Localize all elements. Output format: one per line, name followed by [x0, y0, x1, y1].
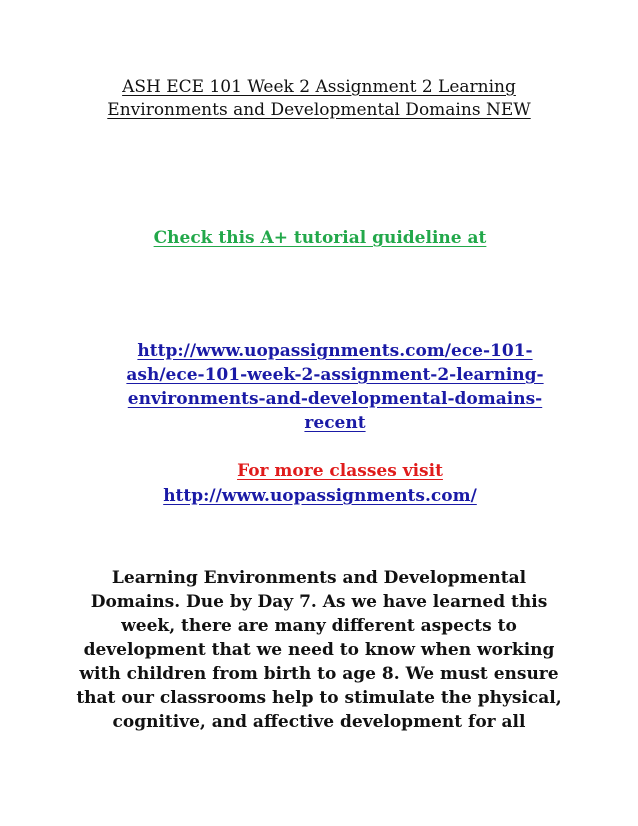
body-line-6: that our classrooms help to stimulate the physical,	[76, 688, 562, 708]
body-line-5: with children from birth to age 8. We must ensure	[79, 664, 559, 684]
body-line-3: week, there are many different aspects to	[121, 616, 517, 636]
document-title	[40, 76, 598, 122]
tutorial-link-line-1[interactable]: http://www.uopassignments.com/ece-101-	[137, 341, 533, 361]
tutorial-link-line-3[interactable]: environments-and-developmental-domains-	[127, 389, 543, 409]
tutorial-link-line-2[interactable]: ash/ece-101-week-2-assignment-2-learning-	[126, 365, 544, 385]
title-line-2: Environments and Developmental Domains NEW	[107, 100, 531, 120]
body-line-1: Learning Environments and Developmental	[111, 568, 527, 588]
body-line-4: development that we need to know when working	[83, 640, 555, 660]
title-line-1: ASH ECE 101 Week 2 Assignment 2 Learning	[122, 77, 516, 97]
more-classes-text[interactable]: For more classes visit	[237, 461, 443, 481]
home-link[interactable]: http://www.uopassignments.com/	[163, 486, 477, 506]
body-paragraph	[60, 566, 578, 734]
tutorial-link-line-4[interactable]: recent	[304, 413, 366, 433]
tutorial-link[interactable]	[95, 339, 575, 435]
body-line-7: cognitive, and affective development for all	[112, 712, 526, 732]
tutorial-guideline-text[interactable]: Check this A+ tutorial guideline at	[153, 228, 487, 248]
body-line-2: Domains. Due by Day 7. As we have learned this	[90, 592, 548, 612]
